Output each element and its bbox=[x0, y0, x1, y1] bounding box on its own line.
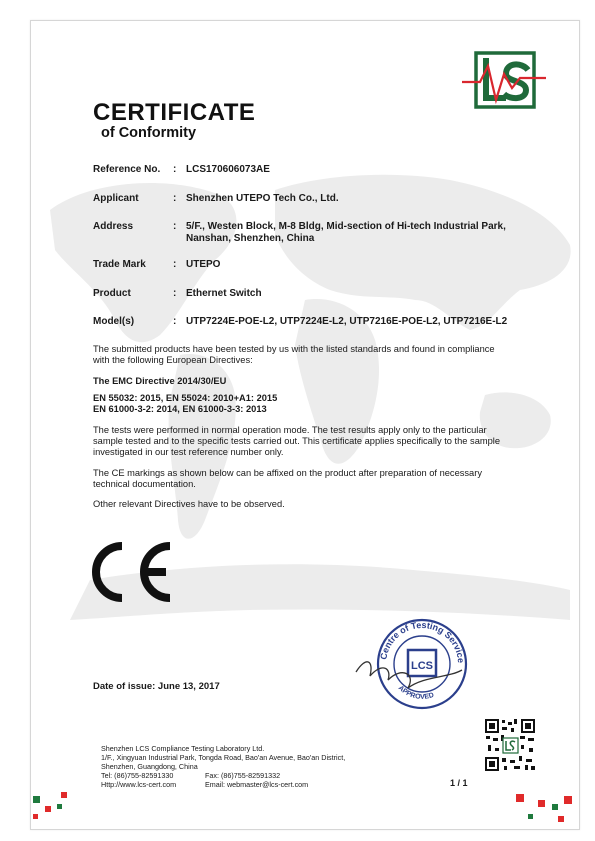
stamp-approved-text: APPROVED bbox=[396, 684, 435, 701]
field-label-applicant: Applicant bbox=[93, 193, 139, 204]
certificate-subtitle: of Conformity bbox=[101, 125, 197, 141]
lcs-logo-icon bbox=[462, 48, 546, 112]
field-colon: : bbox=[173, 288, 177, 299]
decorative-squares-right bbox=[512, 790, 578, 826]
standards-line-1: EN 55032: 2015, EN 55024: 2010+A1: 2015 bbox=[93, 393, 278, 403]
field-value-product: Ethernet Switch bbox=[186, 288, 262, 299]
directive-title: The EMC Directive 2014/30/EU bbox=[93, 376, 227, 386]
footer-web[interactable]: Http://www.lcs-cert.com bbox=[101, 780, 177, 789]
field-value-models: UTP7224E-POE-L2, UTP7224E-L2, UTP7216E-POE-L2, UTP7216E-L2 bbox=[186, 316, 508, 327]
svg-text:APPROVED bbox=[397, 685, 435, 701]
footer-fax: Fax: (86)755-82591332 bbox=[205, 771, 281, 780]
footer-tel: Tel: (86)755-82591330 bbox=[101, 771, 174, 780]
field-label-product: Product bbox=[93, 288, 131, 299]
certificate-title: CERTIFICATE bbox=[93, 99, 256, 126]
tests-line-3: investigated in our test reference number only. bbox=[93, 447, 284, 457]
field-colon: : bbox=[173, 193, 177, 204]
standards-line-2: EN 61000-3-2: 2014, EN 61000-3-3: 2013 bbox=[93, 404, 267, 414]
field-colon: : bbox=[173, 164, 177, 175]
field-value-address-line2: Nanshan, Shenzhen, China bbox=[186, 233, 315, 244]
tests-line-1: The tests were performed in normal operation mode. The test results apply only to the particular bbox=[93, 425, 487, 435]
footer-company: Shenzhen LCS Compliance Testing Laboratory Ltd. bbox=[101, 744, 265, 753]
field-colon: : bbox=[173, 316, 177, 327]
tests-line-2: sample tested and to the specific tests carried out. This certificate applies specifically to the sample bbox=[93, 436, 501, 446]
page-number: 1 / 1 bbox=[450, 778, 468, 788]
approval-stamp-icon bbox=[352, 612, 480, 712]
field-value-trademark: UTEPO bbox=[186, 259, 221, 270]
field-value-address: 5/F., Westen Block, M-8 Bldg, Mid-section of Hi-tech Industrial Park, bbox=[186, 221, 506, 232]
field-value-reference: LCS170606073AE bbox=[186, 164, 270, 175]
svg-text:Centre of Testing Service bbox=[378, 620, 466, 663]
field-label-trademark: Trade Mark bbox=[93, 259, 146, 270]
field-value-applicant: Shenzhen UTEPO Tech Co., Ltd. bbox=[186, 193, 339, 204]
decorative-squares-left bbox=[31, 790, 81, 826]
ce-mark-icon bbox=[86, 540, 176, 604]
intro-line-1: The submitted products have been tested by us with the listed standards and found in compliance bbox=[93, 344, 495, 354]
field-label-models: Model(s) bbox=[93, 316, 135, 327]
footer-address-line-2: Shenzhen, Guangdong, China bbox=[101, 762, 198, 771]
intro-line-2: with the following European Directives: bbox=[93, 355, 253, 365]
qr-code-icon bbox=[484, 718, 536, 772]
stamp-ring-text: Centre of Testing Service bbox=[378, 619, 467, 664]
footer-address-line-1: 1/F., Xingyuan Industrial Park, Tongda Road, Bao'an Avenue, Bao'an District, bbox=[101, 753, 346, 762]
field-colon: : bbox=[173, 221, 177, 232]
field-label-address: Address bbox=[93, 221, 134, 232]
ce-markings-line-1: The CE markings as shown below can be affixed on the product after preparation of necessary bbox=[93, 468, 482, 478]
field-label-reference: Reference No. bbox=[93, 164, 161, 175]
other-directives: Other relevant Directives have to be observed. bbox=[93, 499, 285, 509]
ce-markings-line-2: technical documentation. bbox=[93, 479, 196, 489]
date-of-issue: Date of issue: June 13, 2017 bbox=[93, 681, 220, 692]
field-colon: : bbox=[173, 259, 177, 270]
footer-email[interactable]: Email: webmaster@lcs-cert.com bbox=[205, 780, 309, 789]
stamp-center-text: LCS bbox=[411, 660, 433, 672]
